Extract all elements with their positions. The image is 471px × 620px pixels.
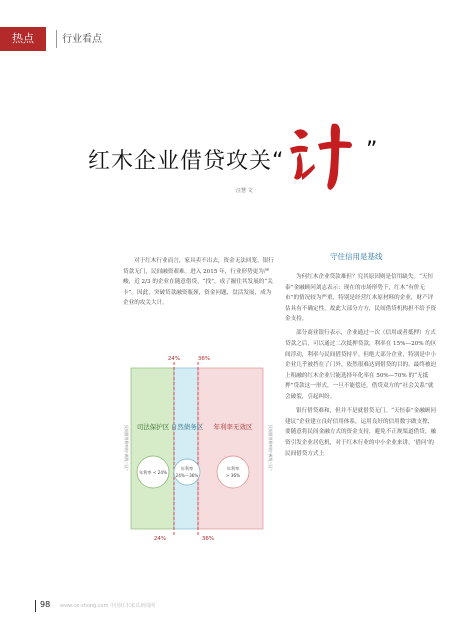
top-label-24: 24%	[167, 356, 181, 362]
zone-body-natural-2: 24%～36%	[175, 473, 199, 478]
side-label-right: 民间借贷利率的“两线三区”	[268, 425, 273, 471]
zone-body-invalid-2: > 36%	[225, 473, 241, 478]
author-byline: 汪慧 文	[236, 188, 253, 194]
zone-invalid-bg	[198, 368, 263, 529]
section-divider	[56, 30, 57, 48]
section-tab: 热点	[0, 27, 46, 51]
section-label: 行业看点	[62, 34, 102, 45]
footer-site: www.ce-zhong.com 中国红木家具新闻网	[60, 603, 156, 609]
zone-circle-natural	[174, 459, 200, 485]
zone-title-invalid: 年利率无效区	[213, 423, 253, 431]
right-column	[285, 272, 437, 463]
bottom-label-24: 24%	[153, 536, 167, 540]
footer-divider	[35, 600, 36, 612]
page-number: 98	[40, 600, 51, 609]
subheading: 守住信用是基线	[330, 252, 383, 261]
zone-title-natural: 自然债务区	[170, 423, 204, 431]
top-label-36: 36%	[197, 356, 211, 362]
lead-paragraph: 对于红木行业而言，家具卖不出去，资金无法回笼，银行贷款无门，民间融资艰难。进入 2015 年，行业形势更为严峻，近 2/3 的企业在随意借贷，“找”，成了掘住其发展的“关卡”。因此，突破贷款融资瓶颈，资金问题、盘活发展，成为企业的攻关大计。	[123, 258, 274, 307]
zone-body-natural-1: 年利率	[180, 466, 194, 471]
calligraphy-character	[284, 118, 362, 192]
bottom-label-36: 36%	[201, 536, 215, 540]
calligraphy-glyph: 计	[321, 154, 325, 159]
side-label-left: 民间借贷利率的“两线三区”	[124, 425, 129, 471]
body-paragraph: 部分商业银行表示，企业通过一次（信用或者抵押）方式贷款之后，可以通过二次抵押贷款，利率在 15%—20% 的区间浮动，利率与民间借贷持平。但绝大部分企业，特别是中小企业几乎被挡在了门外，依然很难达到借贷的目的。最终被迫上租融的红木企业只能选择年化率在 50%—70% 的“无抵押”贷款这一形式，一旦不能偿还，借贷双方的“社会关系”就会破裂，引起纠纷。	[285, 330, 437, 401]
zone-circle-invalid	[217, 456, 249, 488]
interest-zones-diagram	[120, 352, 275, 540]
body-paragraph: 银行借贷难和，但并不是就借贷无门。“天恒泰”金融顾问建议“企业建立良好信用体系，运用良好的信用数字做支撑，要随意将民间金融方式的资金支持，避免不正规渠道借贷，融资引发企业居危机，对于红木行业的中小企业来讲，‘借问’的民间借贷方式上	[285, 408, 437, 457]
zone-body-protected: 年利率 < 24%	[138, 470, 168, 475]
zone-natural-bg	[174, 368, 198, 529]
body-paragraph: 为何红木企业贷款难但？究其原因则是信用缺失。“天恒泰”金融顾问刘志表示：现在的市场形势下，红木“有价无市”的情况较为严重，特别是经营红木原材料的企业，财产评估具有不确定性，故此大部分方方，民间借贷机构担不给予资金支持。	[285, 274, 437, 323]
title-close-quote: ”	[366, 138, 378, 163]
article-title: 红木企业借贷攻关“	[88, 149, 285, 174]
zone-protected-bg	[131, 368, 174, 529]
zone-title-protected: 司法保护区	[136, 423, 170, 431]
zone-body-invalid-1: 年利率	[226, 466, 240, 471]
